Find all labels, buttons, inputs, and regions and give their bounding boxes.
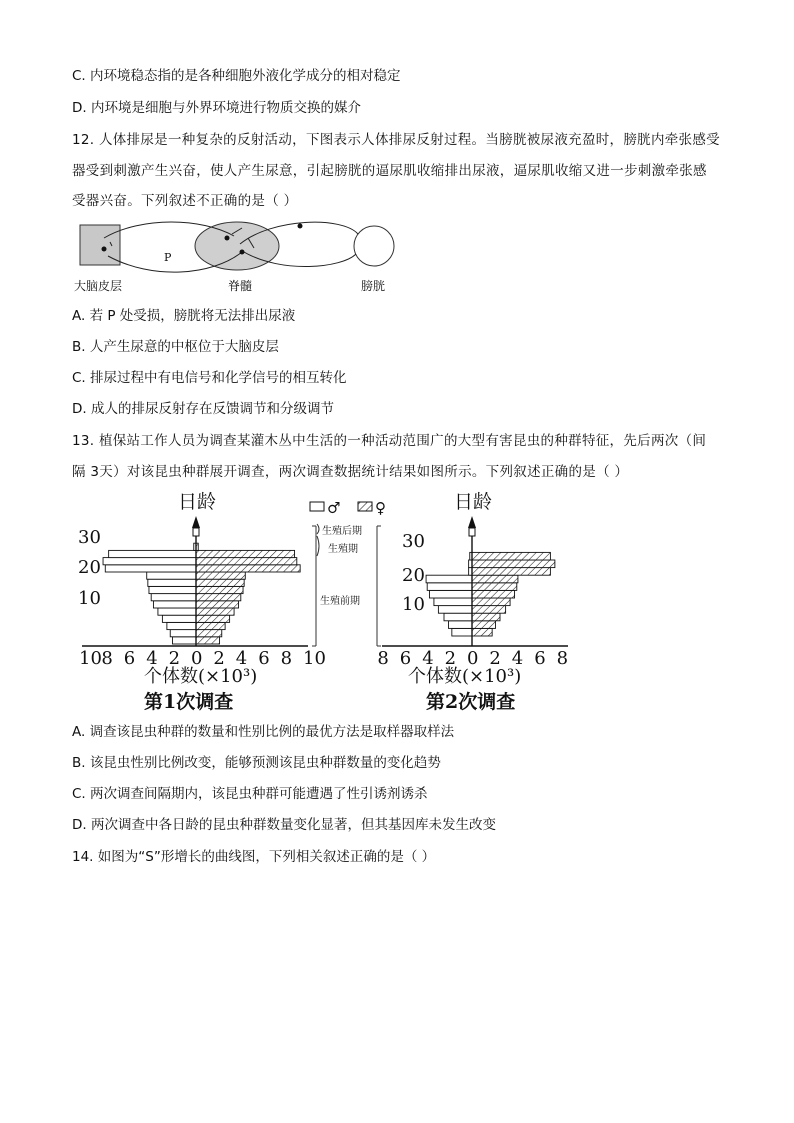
stage-post: 生殖后期 <box>322 526 362 537</box>
c2-female-bar <box>472 621 496 629</box>
question-12-line-3: 受器兴奋。下列叙述不正确的是（ ） <box>72 193 298 209</box>
chart1-ytick-20: 20 <box>78 557 101 578</box>
c1-male-bar <box>109 550 196 557</box>
c2-male-bar <box>429 590 472 598</box>
label-bladder: 膀胱 <box>361 279 386 293</box>
c2-male-bar <box>434 598 472 606</box>
question-12-option-b: B. 人产生尿意的中枢位于大脑皮层 <box>72 339 279 355</box>
c2-female-bar <box>472 628 492 636</box>
c1-male-bar <box>162 615 196 622</box>
c1-xtick: 8 <box>280 648 293 669</box>
c2-male-bar <box>427 583 472 591</box>
question-13-line-2: 隔 3天）对该昆虫种群展开调查，两次调查数据统计结果如图所示。下列叙述正确的是（ ） <box>72 464 629 480</box>
c1-male-bar <box>105 565 196 572</box>
label-cortex: 大脑皮层 <box>74 279 123 293</box>
c1-female-bar <box>196 637 220 644</box>
c2-female-bar <box>472 560 555 568</box>
c1-female-bar <box>196 572 245 579</box>
label-p: P <box>164 251 172 264</box>
c2-female-bar <box>472 606 506 614</box>
c1-female-bar <box>196 594 241 601</box>
c2-female-bar <box>472 598 510 606</box>
c1-male-bar <box>151 594 196 601</box>
c2-xtick: 0 <box>467 648 479 669</box>
c1-male-bar <box>147 572 196 579</box>
c2-female-bar <box>472 613 500 621</box>
c2-xtick: 2 <box>489 648 501 669</box>
question-12-option-d: D. 成人的排尿反射存在反馈调节和分级调节 <box>72 401 334 417</box>
chart1-xlabel: 个体数(×10³) <box>144 666 258 687</box>
c1-male-bar <box>167 622 196 629</box>
c2-female-bar <box>472 590 515 598</box>
c1-xtick: 2 <box>213 648 225 669</box>
c1-xtick: 10 <box>303 648 326 669</box>
c2-xtick: 8 <box>377 648 389 669</box>
c1-xtick: 8 <box>101 648 113 669</box>
c1-female-bar <box>196 601 239 608</box>
c2-xtick: 2 <box>444 648 457 669</box>
chart1-ytick-30: 30 <box>78 527 101 548</box>
c2-female-bar <box>472 568 550 576</box>
bladder-circle <box>354 226 394 266</box>
c2-xtick: 6 <box>534 648 546 669</box>
stage-pre: 生殖前期 <box>320 596 360 607</box>
question-12-option-a: A. 若 P 处受损，膀胱将无法排出尿液 <box>72 308 296 324</box>
c1-male-bar <box>148 579 196 586</box>
question-13-line-1: 13. 植保站工作人员为调查某灌木丛中生活的一种活动范围广的大型有害昆虫的种群特征，先后两次（间 <box>72 433 707 449</box>
c1-female-bar <box>196 608 234 615</box>
question-14-line-1: 14. 如图为“S”形增长的曲线图，下列相关叙述正确的是（ ） <box>72 849 436 865</box>
c1-xtick: 6 <box>258 648 270 669</box>
c1-female-bar <box>196 565 300 572</box>
c2-male-bar <box>452 628 472 636</box>
c1-male-bar <box>158 608 196 615</box>
question-13-option-b: B. 该昆虫性别比例改变，能够预测该昆虫种群数量的变化趋势 <box>72 755 441 771</box>
c2-xtick: 6 <box>399 648 412 669</box>
c1-xtick: 0 <box>191 648 203 669</box>
c2-female-bar <box>472 583 517 591</box>
chart1-title: 第1次调查 <box>144 691 234 713</box>
c1-male-bar <box>172 637 196 644</box>
chart1-ylabel: 日龄 <box>178 491 217 513</box>
c2-male-bar <box>438 606 472 614</box>
stage-reproductive: 生殖期 <box>328 544 358 555</box>
chart2-ytick-30: 30 <box>402 531 425 552</box>
c1-male-bar <box>153 601 196 608</box>
c2-female-bar <box>472 575 518 583</box>
chart2-ytick-20: 20 <box>402 565 425 586</box>
c1-female-bar <box>196 579 244 586</box>
chart2-ytick-10: 10 <box>402 594 425 615</box>
chart1-ytick-10: 10 <box>78 588 101 609</box>
c1-xtick: 10 <box>79 648 102 669</box>
chart2-title: 第2次调查 <box>426 691 516 713</box>
c1-female-bar <box>196 550 295 557</box>
c1-female-bar <box>196 630 222 637</box>
chart2-ylabel: 日龄 <box>454 491 493 513</box>
chart2-xlabel: 个体数(×10³) <box>408 666 522 687</box>
spinal-cord-ellipse <box>195 222 279 270</box>
question-12-line-1: 12. 人体排尿是一种复杂的反射活动，下图表示人体排尿反射过程。当膀胱被尿液充盈时，膀胱内牵张感受 <box>72 132 720 148</box>
c1-female-bar <box>196 586 243 593</box>
c2-female-bar <box>472 552 550 560</box>
legend-male-label: ♂ <box>327 499 341 517</box>
reflex-diagram <box>72 218 402 298</box>
legend-female-label: ♀ <box>375 499 386 517</box>
c2-xtick: 4 <box>422 648 434 669</box>
c1-male-bar <box>170 630 196 637</box>
question-12-line-2: 器受到刺激产生兴奋，使人产生尿意，引起膀胱的逼尿肌收缩排出尿液，逼尿肌收缩又进一步刺激牵张感 <box>72 163 707 179</box>
c2-male-bar <box>426 575 472 583</box>
c1-female-bar <box>196 558 297 565</box>
legend-male-swatch <box>310 502 324 511</box>
c1-xtick: 6 <box>123 648 136 669</box>
c1-female-bar <box>196 622 225 629</box>
question-13-option-a: A. 调查该昆虫种群的数量和性别比例的最优方法是取样器取样法 <box>72 724 455 740</box>
c1-xtick: 4 <box>235 648 248 669</box>
c2-male-bar <box>448 621 472 629</box>
option-c-prev: C. 内环境稳态指的是各种细胞外液化学成分的相对稳定 <box>72 68 401 84</box>
c1-female-bar <box>196 615 230 622</box>
option-d-prev: D. 内环境是细胞与外界环境进行物质交换的媒介 <box>72 100 361 116</box>
question-13-option-d: D. 两次调查中各日龄的昆虫种群数量变化显著，但其基因库未发生改变 <box>72 817 496 833</box>
c2-xtick: 4 <box>511 648 524 669</box>
c2-xtick: 8 <box>556 648 569 669</box>
c1-xtick: 2 <box>168 648 181 669</box>
question-12-option-c: C. 排尿过程中有电信号和化学信号的相互转化 <box>72 370 347 386</box>
c1-xtick: 4 <box>146 648 158 669</box>
question-13-option-c: C. 两次调查间隔期内，该昆虫种群可能遭遇了性引诱剂诱杀 <box>72 786 428 802</box>
legend-female-swatch <box>358 502 372 511</box>
c2-male-bar <box>444 613 472 621</box>
age-pyramid-chart <box>72 486 582 718</box>
c1-male-bar <box>103 558 196 565</box>
c1-male-bar <box>149 586 196 593</box>
label-spinal-cord: 脊髓 <box>228 279 253 293</box>
